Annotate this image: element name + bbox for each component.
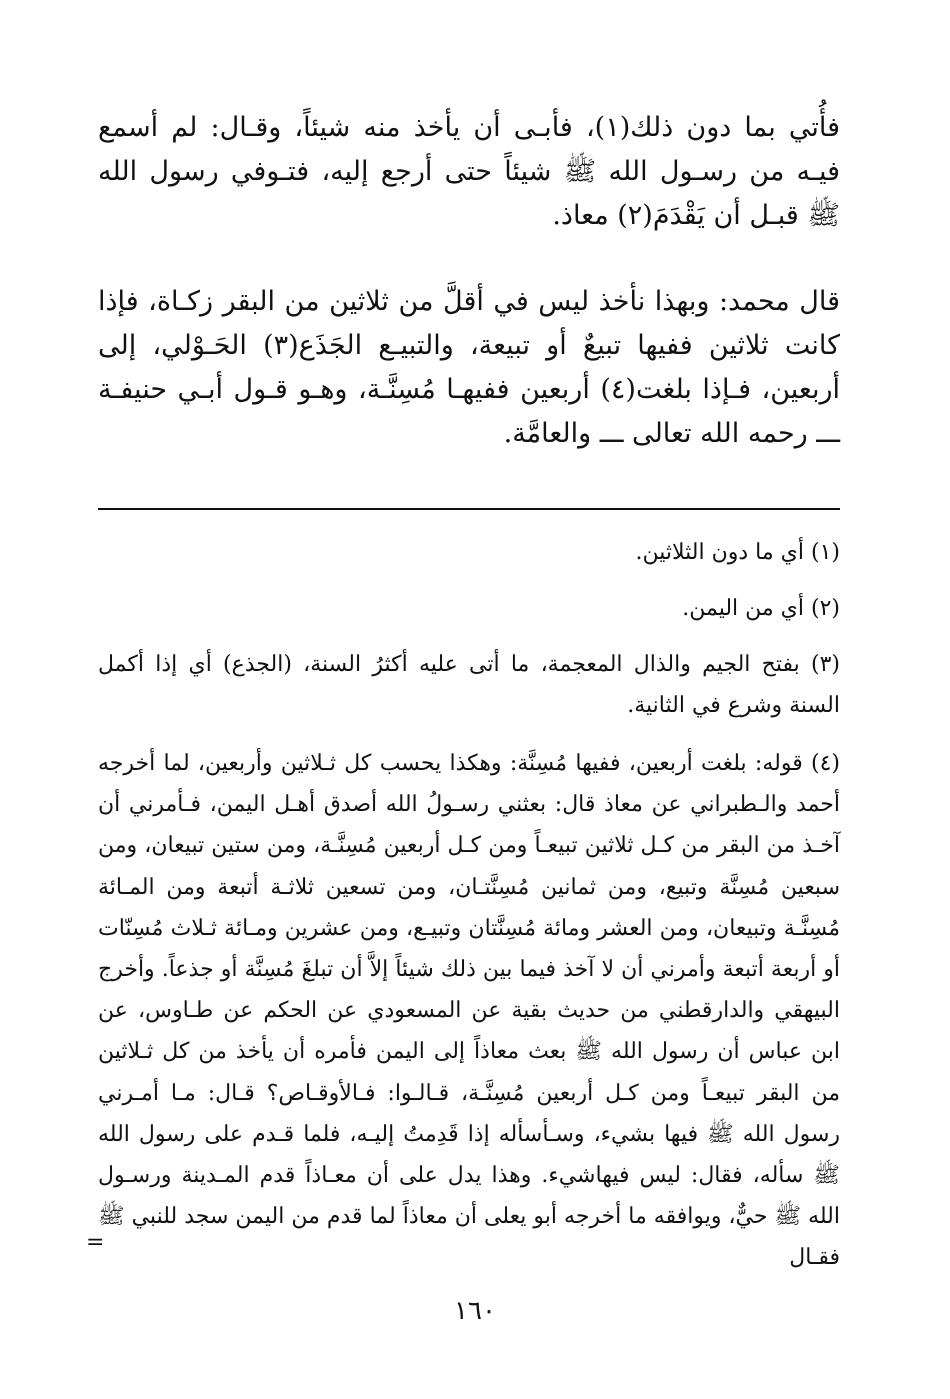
footnote: (١) أي ما دون الثلاثين. [635,540,840,565]
main-paragraph: قال محمد: وبهذا نأخذ ليس في أقلَّ من ثلاثين من البقر زكـاة، فإذا كانت ثلاثين ففيها تبيعٌ أو تبيعة، والتبيـع الجَذَع(٣) الحَـوْلي، إلى أربعين، فـإذا بلغت(٤) أربعين ففيهـا مُسِنَّـة، وهـو قـول أبـي حنيفـة ـــ رحمه الله تعالى ـــ والعامَّة. [98,286,840,449]
footnote: (٣) بفتح الجيم والذال المعجمة، ما أتى عليه أكثرُ السنة، (الجذع) أي إذا أكمل السنة وشرع في الثانية. [98,652,840,718]
main-paragraph: فأُتي بما دون ذلك(١)، فأبـى أن يأخذ منه شيئاً، وقـال: لم أسمع فيـه من رسـول الله ﷺ شيئاً حتى أرجع إليه، فتـوفي رسول الله ﷺ قبـل أن يَقْدَمَ(٢) معاذ. [98,112,840,231]
footnote-separator [98,508,840,510]
continuation-marker: = [86,1230,105,1255]
page-number: ١٦٠ [454,1296,496,1326]
footnote: (٢) أي من اليمن. [682,596,840,621]
footnote: (٤) قوله: بلغت أربعين، ففيها مُسِنَّة: وهكذا يحسب كل ثـلاثين وأربعين، لما أخرجه أحمد والـطبراني عن معاذ قال: بعثني رسـولُ الله أصدق أهـل اليمن، فـأمرني أن آخـذ من البقر من كـل ثلاثين تبيعـاً ومن كـل أربعين مُسِنَّـة، ومن ستين تبيعان، ومن سبعين مُسِنَّة وتبيع، ومن ثمانين مُسِنَّتـان، ومن تسعين ثلاثـة أتبعة ومن المـائة مُسِنَّـة وتبيعان، ومن العشر ومائة مُسِنَّتان وتبيـع، ومن عشرين ومـائة ثـلاث مُسِنّات أو أربعة أتبعة وأمرني أن لا آخذ فيما بين ذلك شيئاً إلاَّ أن تبلغَ مُسِنَّة أو جذعاً. وأخرج البيهقي والدارقطني من حديث بقية عن المسعودي عن الحكم عن طـاوس، عن ابن عباس أن رسول الله ﷺ بعث معاذاً إلى اليمن فأمره أن يأخذ من كل ثـلاثين من البقر تبيعـاً ومن كـل أربعين مُسِنَّـة، قـالـوا: فـالأوقـاص؟ قـال: مـا أمـرني رسول الله ﷺ فيها بشيء، وسـأسأله إذا قَدِمتُ إليـه، فلما قـدم على رسول الله ﷺ سأله، فقال: ليس فيهاشيء. وهذا يدل على أن معـاذاً قدم المـدينة ورسـول الله ﷺ حيٌّ، ويوافقه ما أخرجه أبو يعلى أن معاذاً لما قدم من اليمن سجد للنبي ﷺ فقـال [98,751,840,1271]
